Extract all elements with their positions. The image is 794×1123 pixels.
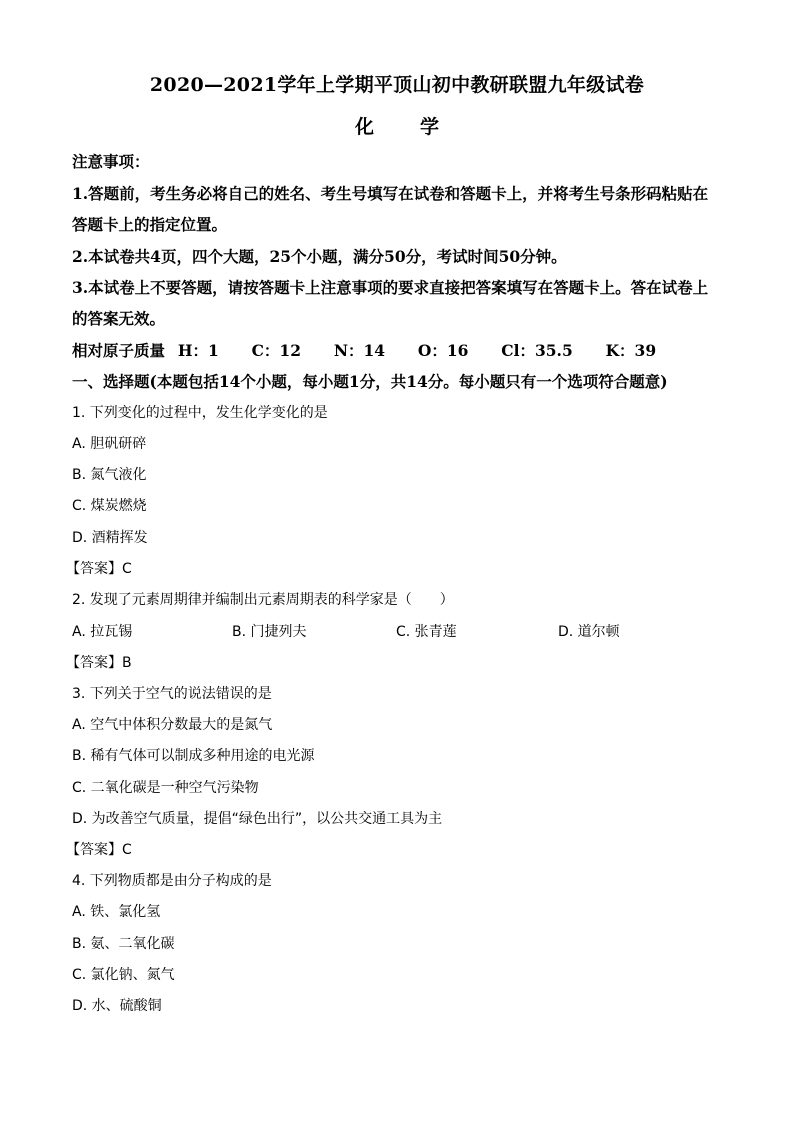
question-3-stem: 3. 下列关于空气的说法错误的是 xyxy=(72,686,272,702)
question-3-option-b: B. 稀有气体可以制成多种用途的电光源 xyxy=(72,748,315,764)
note-item-1-line-1: 1.答题前，考生务必将自己的姓名、考生号填写在试卷和答题卡上，并将考生号条形码粘贴在 xyxy=(72,184,709,203)
note-item-3-line-1: 3.本试卷上不要答题，请按答题卡上注意事项的要求直接把答案填写在答题卡上。答在试卷上 xyxy=(72,278,709,297)
atomic-mass-k: K：39 xyxy=(605,341,657,360)
question-1-option-c: C. 煤炭燃烧 xyxy=(72,498,147,514)
question-2-answer xyxy=(66,652,726,672)
section-1-heading: 一、选择题(本题包括14个小题，每小题1分，共14分。每小题只有一个选项符合题意) xyxy=(72,372,668,391)
question-1-option-b: B. 氮气液化 xyxy=(72,467,147,483)
atomic-mass-h: H：1 xyxy=(177,341,219,360)
question-3-option-c: C. 二氧化碳是一种空气污染物 xyxy=(72,780,259,796)
note-item-2: 2.本试卷共4页，四个大题，25个小题，满分50分，考试时间50分钟。 xyxy=(72,247,567,266)
atomic-mass-label: 相对原子质量 xyxy=(72,341,166,360)
question-1-answer xyxy=(66,558,726,578)
question-1-option-a: A. 胆矾研碎 xyxy=(72,436,147,452)
question-1-stem: 1. 下列变化的过程中，发生化学变化的是 xyxy=(72,405,328,421)
answer-value: C xyxy=(122,842,132,858)
answer-value: B xyxy=(122,655,132,671)
note-item-3-line-2: 的答案无效。 xyxy=(72,309,166,328)
question-2-option-c: C. 张青莲 xyxy=(396,624,457,640)
answer-value: C xyxy=(122,561,132,577)
answer-tag: 【答案】 xyxy=(66,842,122,858)
atomic-mass-cl: Cl：35.5 xyxy=(501,341,573,360)
exam-title: 2020—2021学年上学期平顶山初中教研联盟九年级试卷 xyxy=(149,74,645,96)
atomic-mass-line xyxy=(72,339,732,361)
notes-heading: 注意事项： xyxy=(72,152,150,171)
subject-title xyxy=(0,112,794,139)
atomic-mass-n: N：14 xyxy=(333,341,386,360)
answer-tag: 【答案】 xyxy=(66,655,122,671)
question-4-option-a: A. 铁、氯化氢 xyxy=(72,904,161,920)
note-item-1-line-2: 答题卡上的指定位置。 xyxy=(72,215,228,234)
question-3-answer xyxy=(66,839,726,859)
question-2-option-d: D. 道尔顿 xyxy=(558,624,620,640)
question-2-options xyxy=(72,621,732,641)
atomic-mass-c: C：12 xyxy=(251,341,301,360)
question-2-option-a: A. 拉瓦锡 xyxy=(72,624,133,640)
question-4-stem: 4. 下列物质都是由分子构成的是 xyxy=(72,873,272,889)
subject-char-2: 学 xyxy=(420,116,440,138)
question-3-option-a: A. 空气中体积分数最大的是氮气 xyxy=(72,717,273,733)
question-2-stem: 2. 发现了元素周期律并编制出元素周期表的科学家是（ ） xyxy=(72,592,454,608)
subject-char-1: 化 xyxy=(354,116,374,138)
question-2-option-b: B. 门捷列夫 xyxy=(232,624,307,640)
question-4-option-b: B. 氨、二氧化碳 xyxy=(72,936,175,952)
answer-tag: 【答案】 xyxy=(66,561,122,577)
question-1-option-d: D. 酒精挥发 xyxy=(72,530,148,546)
question-3-option-d: D. 为改善空气质量，提倡“绿色出行”，以公共交通工具为主 xyxy=(72,811,443,827)
question-4-option-c: C. 氯化钠、氮气 xyxy=(72,967,175,983)
question-4-option-d: D. 水、硫酸铜 xyxy=(72,998,162,1014)
atomic-mass-o: O：16 xyxy=(417,341,469,360)
